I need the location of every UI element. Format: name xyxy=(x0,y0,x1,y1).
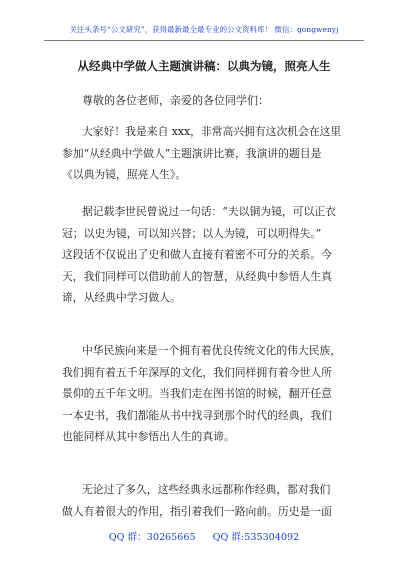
paragraph-line: 这段话不仅说出了史和做人直接有着密不可分的关系。今 xyxy=(62,248,332,261)
paragraph-line: 冠；以史为镜，可以知兴替；以人为镜，可以明得失。” xyxy=(62,226,322,240)
footer-qq-group-2[interactable]: QQ 群:535304092 xyxy=(212,532,300,543)
paragraph-line: 无论过了多久，这些经典永远都称作经典，都对我们 xyxy=(82,483,331,496)
salutation: 尊敬的各位老师，亲爱的各位同学们： xyxy=(82,94,269,107)
paragraph-line: 谛，从经典中学习做人。 xyxy=(62,291,181,304)
paragraph-line: 一本史书，我们都能从书中找寻到那个时代的经典，我们 xyxy=(62,408,332,422)
header-divider xyxy=(44,40,364,41)
footer xyxy=(0,529,408,543)
paragraph xyxy=(62,201,336,309)
paragraph-line: 天，我们同样可以借助前人的智慧，从经典中参悟人生真 xyxy=(62,269,332,283)
paragraph xyxy=(62,340,341,448)
paragraph-line: 也能同样从其中参悟出人生的真谛。 xyxy=(62,430,235,443)
header-banner: 关注头条号“公文研究”，获得最新最全最专业的公文资料库！ 微信：gongwenyj xyxy=(69,25,339,34)
paragraph-line: 我们拥有着五千年深厚的文化，我们同样拥有着今世人所 xyxy=(62,365,332,379)
paragraph-line: 参加“从经典中学做人”主题演讲比赛，我演讲的题目是 xyxy=(62,146,322,160)
paragraph-line: 大家好！我是来自 xxx，非常高兴拥有这次机会在这里 xyxy=(82,125,342,138)
paragraph-line: 《以典为镜，照亮人生》。 xyxy=(62,168,187,181)
paragraph xyxy=(62,479,332,522)
paragraph xyxy=(62,121,341,186)
footer-qq-group-1[interactable]: QQ 群：30265665 xyxy=(108,532,196,543)
paragraph-line: 据记载李世民曾说过一句话：“夫以铜为镜，可以正衣 xyxy=(82,205,336,218)
paragraph-line: 中华民族向来是一个拥有着优良传统文化的伟大民族， xyxy=(82,344,342,357)
paragraph-line: 景仰的五千年文明。当我们走在图书馆的时候，翻开任意 xyxy=(62,387,332,400)
document-title: 从经典中学做人主题演讲稿：以典为镜，照亮人生 xyxy=(77,59,331,73)
paragraph-line: 做人有着很大的作用，指引着我们一路向前。历史是一面 xyxy=(62,504,332,518)
